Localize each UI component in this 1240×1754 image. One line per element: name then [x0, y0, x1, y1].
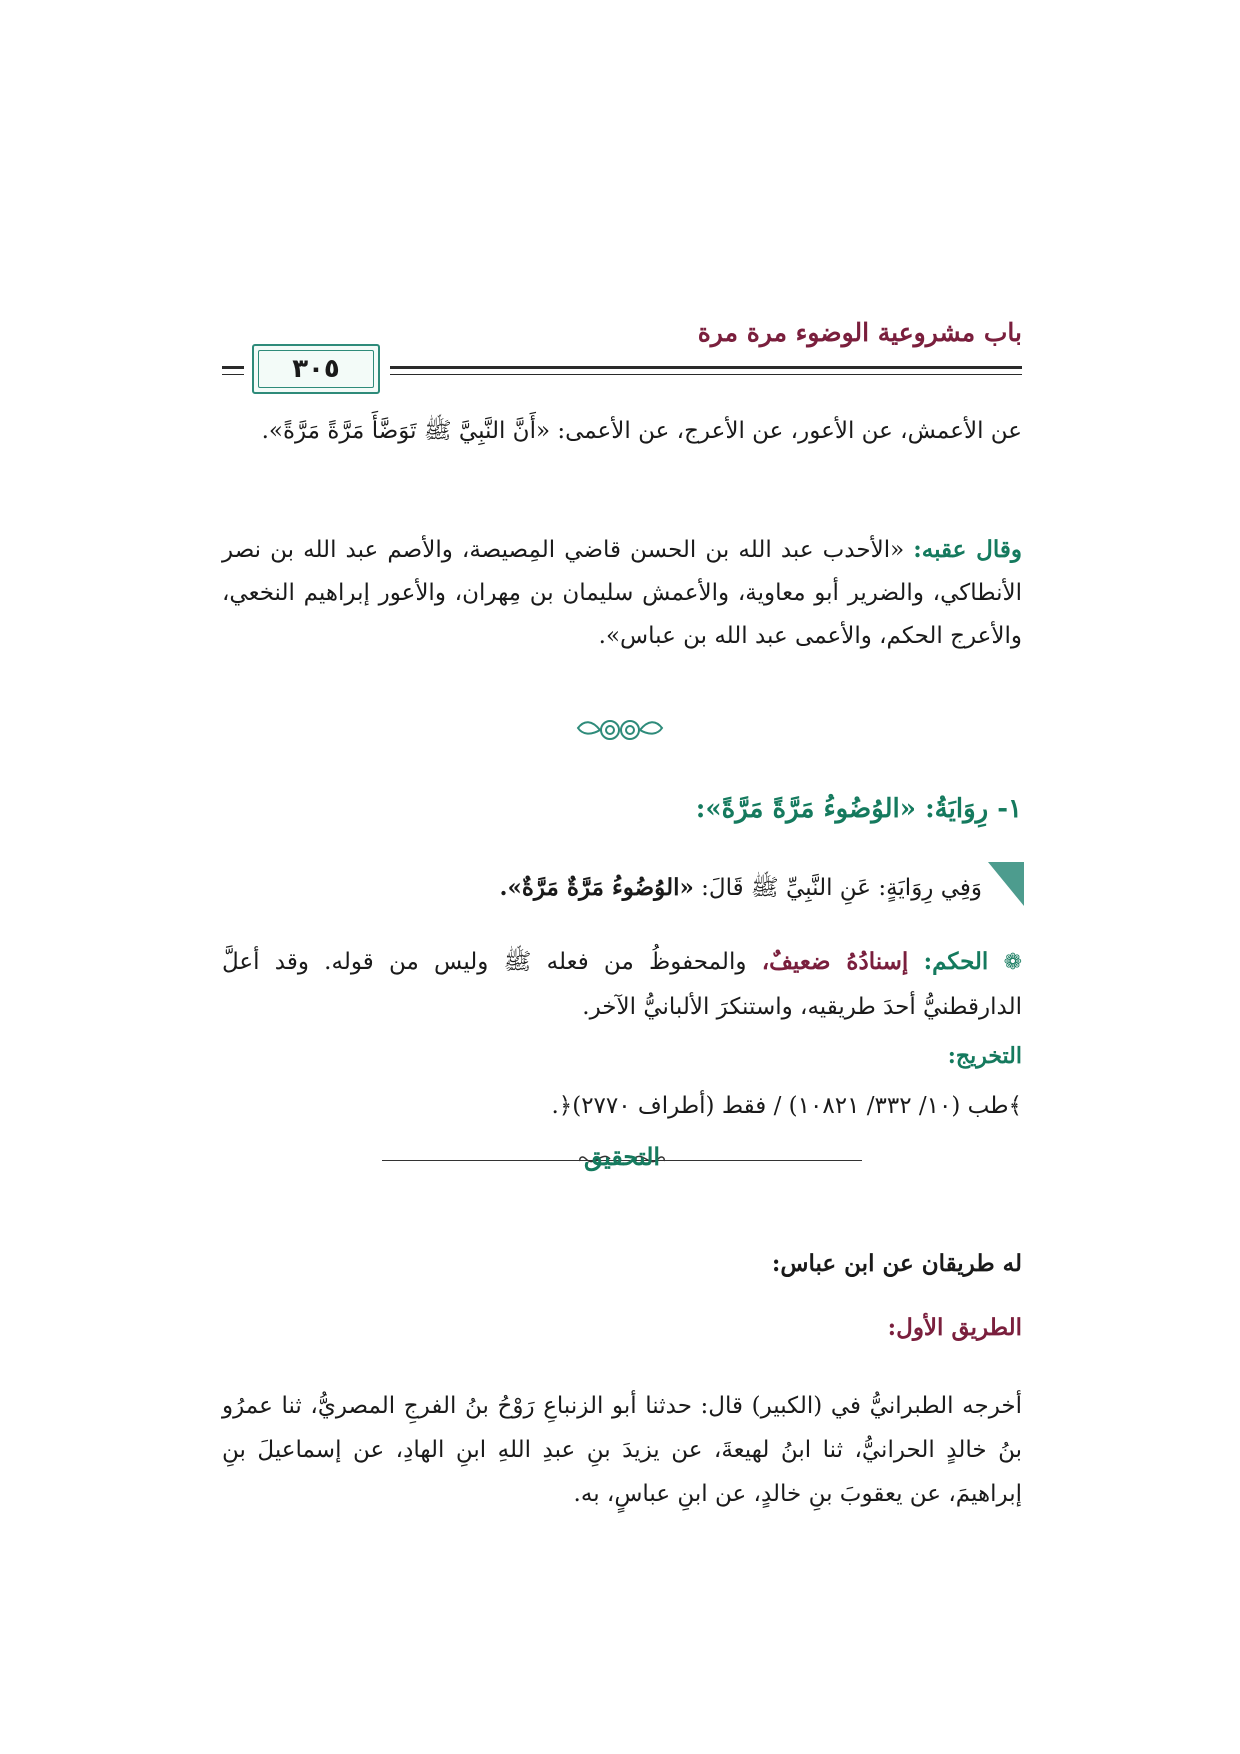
section-heading: ١- رِوَايَةُ: «الوُضُوءُ مَرَّةً مَرَّةً»:	[695, 794, 1022, 824]
header-rule-left	[222, 366, 244, 378]
takhrij-heading: التخريج:	[947, 1043, 1022, 1069]
first-path-text: أخرجه الطبرانيُّ في (الكبير) قال: حدثنا أبو الزنباعِ رَوْحُ بنُ الفرجِ المصريُّ، ثنا عمرُو بنُ خالدٍ الحرانيُّ، ثنا ابنُ لهيعةَ، عن يزيدَ بنِ عبدِ اللهِ ابنِ الهادِ، عن إسماعيلَ بنِ إبراهيمَ، عن يعقوبَ بنِ خالدٍ، عن ابنِ عباسٍ، به.	[222, 1393, 1022, 1507]
ruling-label: الحكم:	[923, 948, 989, 975]
ruling-text: والمحفوظُ من فعله ﷺ وليس من قوله. وقد أعلَّ الدارقطنيُّ أحدَ طريقيه، واستنكرَ الألبانيُّ الآخر.	[222, 949, 1022, 1020]
tahqiq-divider	[222, 1140, 1022, 1180]
chapter-title: باب مشروعية الوضوء مرة مرة	[697, 318, 1022, 347]
first-path-heading: الطريق الأول:	[887, 1314, 1022, 1341]
takhrij-text: ﴾طب (١٠/ ٣٣٢/ ١٠٨٢١) / فقط (أطراف ٢٧٧٠)﴿.	[551, 1093, 1022, 1119]
page-number: ٣٠٥	[292, 354, 340, 384]
page-number-frame	[252, 344, 380, 394]
rosette-icon: ❁	[1003, 950, 1023, 975]
narration-line	[222, 868, 982, 908]
ruling-value: إسنادُهُ ضعيفٌ،	[761, 948, 909, 975]
floral-divider-icon	[570, 710, 670, 750]
paragraph-2-text: «الأحدب عبد الله بن الحسن قاضي المِصيصة، والأصم عبد الله بن نصر الأنطاكي، والضرير أبو معاوية، والأعمش سليمان بن مِهران، والأعور إبراهيم النخعي، والأعرج الحكم، والأعمى عبد الله بن عباس».	[222, 537, 1022, 649]
paragraph-1: عن الأعمش، عن الأعور، عن الأعرج، عن الأعمى: «أَنَّ النَّبِيَّ ﷺ تَوَضَّأَ مَرَّةً مَرَّةً».	[261, 418, 1022, 444]
page-header	[222, 300, 1022, 390]
narration-start: وَفِي رِوَايَةٍ: عَنِ النَّبِيِّ ﷺ قَالَ:	[693, 875, 982, 901]
corner-ornament-icon	[988, 862, 1024, 906]
paragraph-2-lead: وقال عقبه:	[913, 536, 1022, 563]
header-rule-right	[390, 366, 1022, 378]
ruling-paragraph	[222, 940, 1022, 1029]
tahqiq-label: التحقيق	[583, 1142, 661, 1171]
paragraph-2	[222, 528, 1022, 658]
paths-intro: له طريقان عن ابن عباس:	[771, 1250, 1022, 1277]
narration-quote: «الوُضُوءُ مَرَّةٌ مَرَّةٌ».	[499, 874, 694, 901]
